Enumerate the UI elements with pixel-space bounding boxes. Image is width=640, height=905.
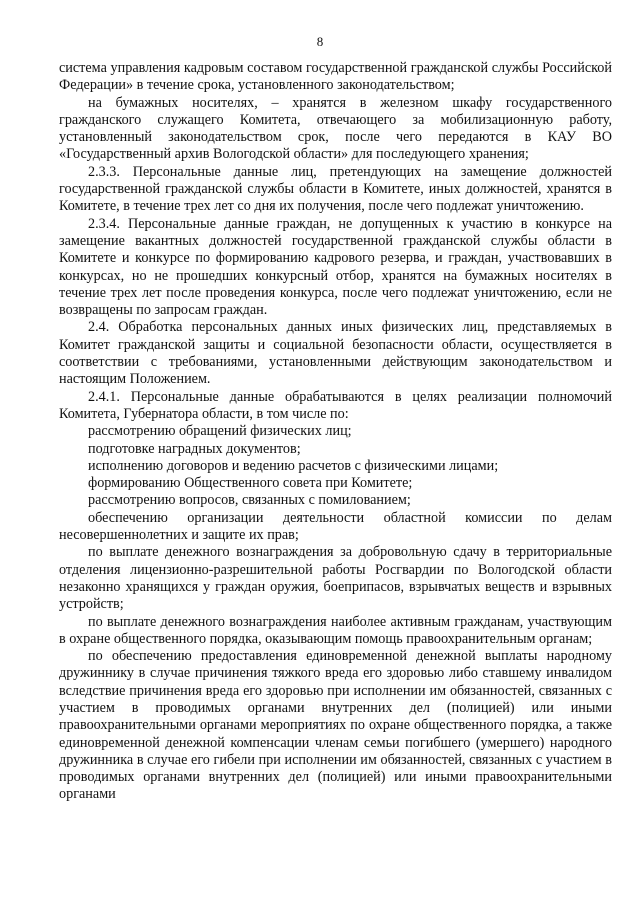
list-item: рассмотрению обращений физических лиц;	[88, 423, 352, 440]
paragraph: 2.3.4. Персональные данные граждан, не допущенных к участию в конкурсе на замещение вакантных должностей государственной гражданской службы области в Комитете и конкурсе по формированию кадрового резерва, и граждан, участвовавших в конкурсах, но не прошедших конкурсный отбор, хранятся на бумажных носителях в течение трех лет после проведения конкурса, после чего подлежат уничтожению, если не возвращены по запросам граждан.	[59, 215, 612, 319]
list-item: по обеспечению предоставления единовременной денежной выплаты народному дружиннику в случае причинения тяжкого вреда его здоровью либо ставшему инвалидом вследствие причинения вреда его здоровью при исполнении им обязанностей, связанных с участием в проводимых органами внутренних дел (полицией) или иными правоохранительными органами мероприятиях по охране общественного порядка, а также единовременной денежной компенсации членам семьи погибшего (умершего) народного дружинника в случае его гибели при исполнении им обязанностей, связанных с участием в проводимых органами внутренних дел (полицией) или иными правоохранительными органами	[59, 648, 612, 803]
list-item: рассмотрению вопросов, связанных с помилованием;	[88, 492, 411, 509]
paragraph: 2.4. Обработка персональных данных иных физических лиц, представляемых в Комитет гражданской защиты и социальной безопасности области, осуществляется в соответствии с требованиями, установленными действующим законодательством и настоящим Положением.	[59, 319, 612, 388]
paragraph: система управления кадровым составом государственной гражданской службы Российской Федерации» в течение срока, установленного законодательством;	[59, 60, 612, 94]
paragraph: 2.4.1. Персональные данные обрабатываются в целях реализации полномочий Комитета, Губернатора области, в том числе по:	[59, 388, 612, 422]
document-body	[59, 60, 612, 804]
page-number: 8	[316, 34, 324, 49]
paragraph: 2.3.3. Персональные данные лиц, претендующих на замещение должностей государственной гражданской службы области в Комитете, иных должностей, хранятся в Комитете, в течение трех лет со дня их получения, после чего подлежат уничтожению.	[59, 163, 612, 215]
list-item: исполнению договоров и ведению расчетов с физическими лицами;	[88, 457, 499, 474]
list-item: формированию Общественного совета при Комитете;	[88, 475, 413, 492]
list-item: по выплате денежного вознаграждения за добровольную сдачу в территориальные отделения лицензионно-разрешительной работы Росгвардии по Вологодской области незаконно хранящихся у граждан оружия, боеприпасов, взрывчатых веществ и взрывных устройств;	[59, 544, 612, 613]
list-item: обеспечению организации деятельности областной комиссии по делам несовершеннолетних и защите их прав;	[59, 509, 612, 544]
list-item: по выплате денежного вознаграждения наиболее активным гражданам, участвующим в охране общественного порядка, оказывающим помощь правоохранительным органам;	[59, 613, 612, 647]
list-item: подготовке наградных документов;	[88, 440, 301, 457]
paragraph: на бумажных носителях, – хранятся в железном шкафу государственного гражданского служащего Комитета, отвечающего за мобилизационную работу, установленный законодательством срок, после чего передаются в КАУ ВО «Государственный архив Вологодской области» для последующего хранения;	[59, 94, 612, 163]
